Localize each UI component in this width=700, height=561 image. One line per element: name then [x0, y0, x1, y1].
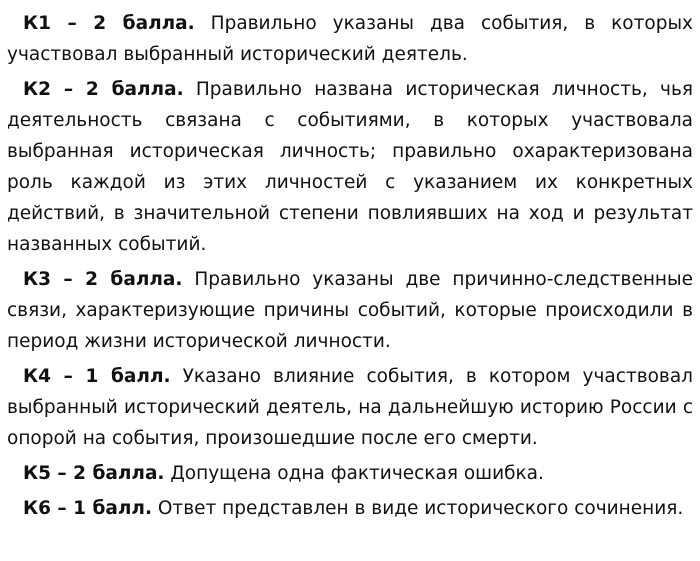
criteria-document [7, 8, 693, 528]
criterion-label: К2 – 2 балла. [23, 79, 184, 100]
criterion-label: К4 – 1 балл. [23, 366, 171, 387]
criterion-k6 [7, 493, 693, 524]
criterion-text: Правильно указаны две причинно-следственные связи, характеризующие причины событий, которые происходили в период жизни исторической личности. [7, 269, 694, 352]
criterion-label: К1 – 2 балла. [23, 13, 195, 34]
criterion-k2 [7, 74, 693, 260]
criterion-k4 [7, 361, 693, 454]
criterion-text: Правильно названа историческая личность, чья деятельность связана с событиями, в которых участвовала выбранная историческая личность; правильно охарактеризована роль каждой из этих личностей с указанием их конкретных действий, в значительной степени повлиявших на ход и результат названных событий. [7, 79, 694, 255]
criterion-label: К5 – 2 балла. [23, 463, 165, 484]
criterion-text: Ответ представлен в виде исторического сочинения. [151, 498, 684, 519]
criterion-label: К3 – 2 балла. [23, 269, 183, 290]
criterion-text: Допущена одна фактическая ошибка. [164, 463, 544, 484]
criterion-text: Указано влияние события, в котором участвовал выбранный исторический деятель, на дальнейшую историю России с опорой на события, произошедшие после его смерти. [7, 366, 694, 449]
criterion-k3 [7, 264, 693, 357]
criterion-k1 [7, 8, 693, 70]
criterion-k5 [7, 458, 693, 489]
criterion-label: К6 – 1 балл. [23, 498, 152, 519]
criterion-text: Правильно указаны два события, в которых участвовал выбранный исторический деятель. [7, 13, 694, 65]
